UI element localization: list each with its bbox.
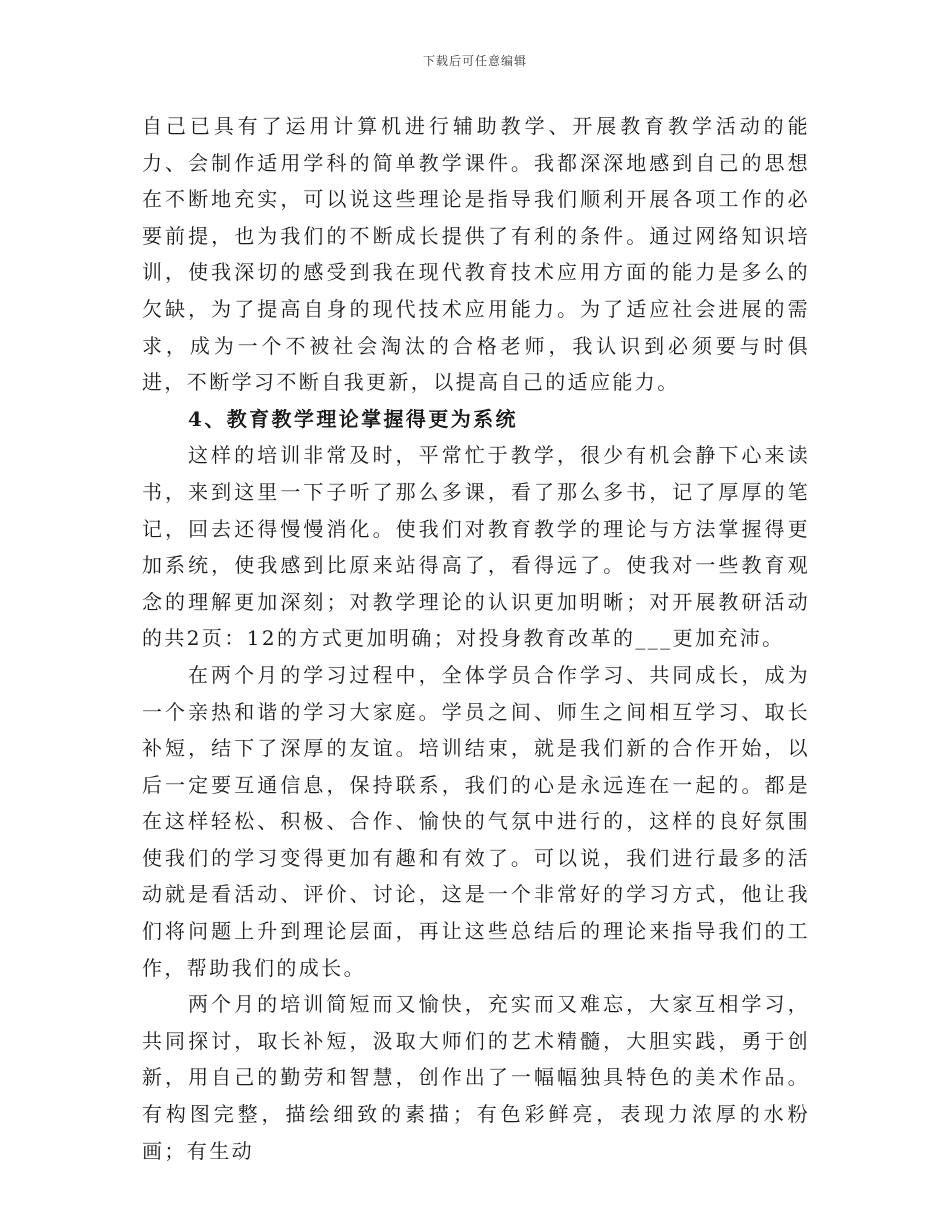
page-header: 下载后可任意编辑 (422, 54, 527, 68)
section-heading: 4、教育教学理论掌握得更为系统 (188, 406, 518, 431)
document-body (142, 108, 810, 1169)
paragraph-continued: 自己已具有了运用计算机进行辅助教学、开展教育教学活动的能力、会制作适用学科的简单教学课件。我都深深地感到自己的思想在不断地充实，可以说这些理论是指导我们顺利开展各项工作的必要前提，也为我们的不断成长提供了有利的条件。通过网络知识培训，使我深切的感受到我在现代教育技术应用方面的能力是多么的欠缺，为了提高自身的现代技术应用能力。为了适应社会进展的需求，成为一个不被社会淘汰的合格老师，我认识到必须要与时俱进，不断学习不断自我更新，以提高自己的适应能力。 (142, 114, 810, 395)
paragraph: 两个月的培训简短而又愉快，充实而又难忘，大家互相学习，共同探讨，取长补短，汲取大师们的艺术精髓，大胆实践，勇于创新，用自己的勤劳和智慧，创作出了一幅幅独具特色的美术作品。有构图完整，描绘细致的素描；有色彩鲜亮，表现力浓厚的水粉画；有生动 (142, 992, 810, 1163)
paragraph: 这样的培训非常及时，平常忙于教学，很少有机会静下心来读书，来到这里一下子听了那么多课，看了那么多书，记了厚厚的笔记，回去还得慢慢消化。使我们对教育教学的理论与方法掌握得更加系统，使我感到比原来站得高了，看得远了。使我对一些教育观念的理解更加深刻；对教学理论的认识更加明晰；对开展教研活动的共2页：12的方式更加明确；对投身教育改革的___更加充沛。 (142, 443, 810, 651)
paragraph: 在两个月的学习过程中，全体学员合作学习、共同成长，成为一个亲热和谐的学习大家庭。学员之间、师生之间相互学习、取长补短，结下了深厚的友谊。培训结束，就是我们新的合作开始，以后一定要互通信息，保持联系，我们的心是永远连在一起的。都是在这样轻松、积极、合作、愉快的气氛中进行的，这样的良好氛围使我们的学习变得更加有趣和有效了。可以说，我们进行最多的活动就是看活动、评价、讨论，这是一个非常好的学习方式，他让我们将问题上升到理论层面，再让这些总结后的理论来指导我们的工作，帮助我们的成长。 (142, 662, 810, 980)
